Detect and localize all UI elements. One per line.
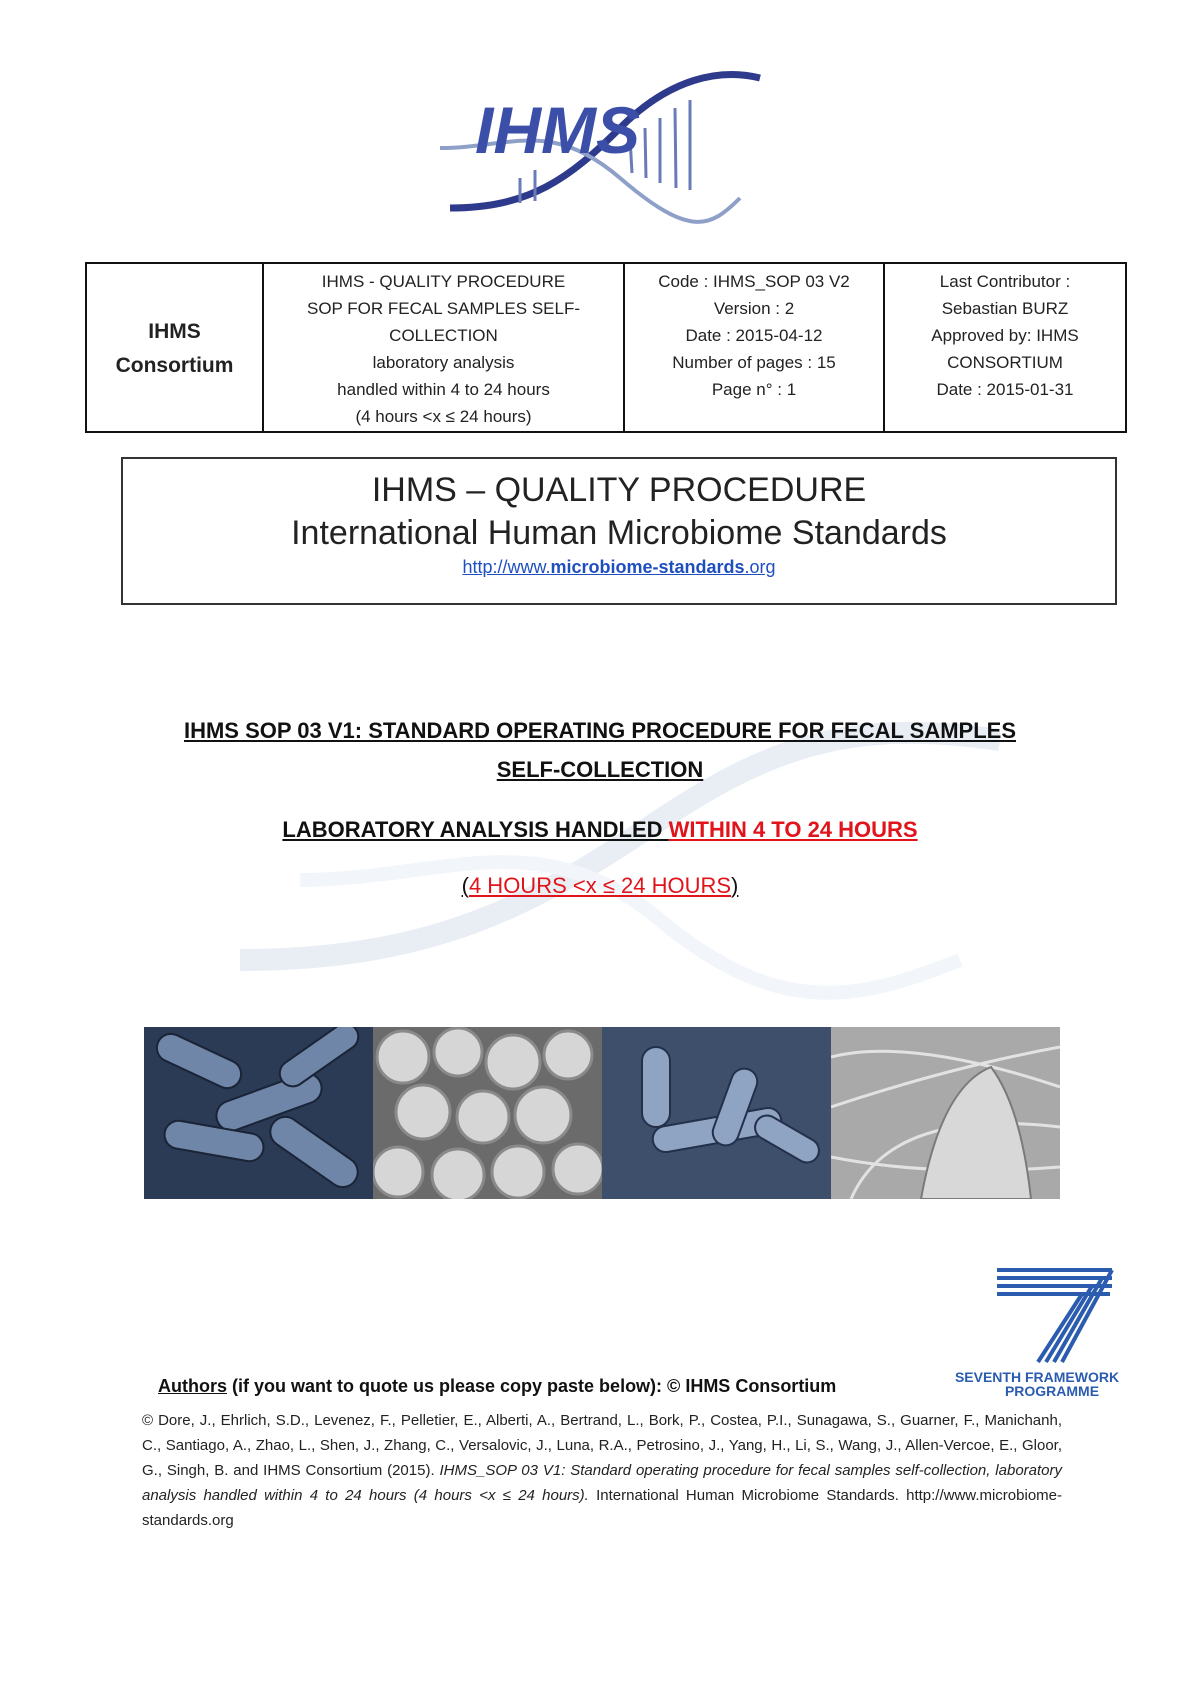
citation-source: International Human Microbiome Standards. http://www.microbiome-standards.org bbox=[142, 1487, 1062, 1529]
analysis-text: LABORATORY ANALYSIS HANDLED bbox=[282, 817, 669, 842]
procedure-line: (4 hours <x ≤ 24 hours) bbox=[355, 407, 532, 426]
hours-close: ) bbox=[731, 873, 739, 898]
sop-analysis-line bbox=[0, 817, 1200, 843]
procedure-line: IHMS - QUALITY PROCEDURE bbox=[321, 272, 566, 291]
pages-line: Number of pages : 15 bbox=[672, 353, 836, 372]
procedure-line: SOP FOR FECAL SAMPLES SELF- bbox=[306, 299, 581, 318]
fp7-line1: SEVENTH FRAMEWORK bbox=[954, 1369, 1120, 1385]
citation-paragraph bbox=[142, 1408, 1062, 1533]
microbe-image-cocci bbox=[373, 1027, 602, 1199]
contributor-line: CONSORTIUM bbox=[947, 353, 1063, 372]
sop-hours-line bbox=[0, 873, 1200, 899]
ihms-logo bbox=[420, 58, 780, 238]
contributor-line: Date : 2015-01-31 bbox=[936, 380, 1074, 399]
version-line: Version : 2 bbox=[713, 299, 795, 318]
code-cell bbox=[624, 263, 884, 432]
logo-text: IHMS bbox=[475, 93, 640, 167]
microbe-image-branching bbox=[602, 1027, 831, 1199]
url-suffix: .org bbox=[744, 557, 776, 577]
procedure-line: COLLECTION bbox=[389, 326, 498, 345]
website-link[interactable] bbox=[123, 557, 1115, 578]
org-line: IHMS bbox=[148, 320, 201, 343]
procedure-line: handled within 4 to 24 hours bbox=[337, 380, 550, 399]
fp7-logo bbox=[952, 1262, 1122, 1400]
procedure-cell bbox=[263, 263, 624, 432]
dna-helix-icon bbox=[420, 58, 780, 238]
contributor-cell bbox=[884, 263, 1126, 432]
hours-open: ( bbox=[461, 873, 469, 898]
contributor-line: Last Contributor : bbox=[939, 272, 1071, 291]
authors-label: Authors bbox=[158, 1376, 227, 1396]
citation-title: IHMS_SOP 03 V1: Standard operating procedure for fecal samples self-collection, laboratory analysis handled within 4 to 24 hours (4 hours <x ≤ 24 hours). bbox=[142, 1462, 1063, 1504]
citation-authors: © Dore, J., Ehrlich, S.D., Levenez, F., Pelletier, E., Alberti, A., Bertrand, L., Bork, P., Costea, P.I., Sunagawa, S., Guarner, F., Manichanh, C., Santiago, A., Zhao, L., Shen, J., Zhang, C., Versalovic, J., Luna, R.A., Petrosino, J., Yang, H., Li, S., Wang, J., Allen-Vercoe, E., Gloor, G., Singh, B. and IHMS Consortium (2015). bbox=[142, 1412, 1062, 1479]
url-bold: microbiome-standards bbox=[550, 557, 745, 577]
qp-subtitle: International Human Microbiome Standards bbox=[291, 514, 947, 552]
page-number-line: Page n° : 1 bbox=[711, 380, 797, 399]
qp-title: IHMS – QUALITY PROCEDURE bbox=[371, 471, 867, 509]
authors-heading bbox=[158, 1376, 836, 1397]
contributor-line: Sebastian BURZ bbox=[941, 299, 1069, 318]
procedure-line: laboratory analysis bbox=[372, 353, 515, 372]
quality-procedure-box bbox=[121, 457, 1117, 605]
microbe-image-biofilm bbox=[831, 1027, 1060, 1199]
contributor-line: Approved by: IHMS bbox=[931, 326, 1079, 345]
url-prefix: http://www. bbox=[462, 557, 551, 577]
authors-note: (if you want to quote us please copy paste below): © IHMS Consortium bbox=[227, 1376, 837, 1396]
analysis-highlight: WITHIN 4 TO 24 HOURS bbox=[668, 817, 918, 842]
organization-cell bbox=[86, 263, 263, 432]
ihms-watermark bbox=[240, 700, 1000, 1020]
sop-title-line1: IHMS SOP 03 V1: STANDARD OPERATING PROCEDURE FOR FECAL SAMPLES bbox=[183, 718, 1017, 743]
sop-title-line2: SELF-COLLECTION bbox=[496, 757, 704, 782]
microbe-image-rods bbox=[144, 1027, 373, 1199]
document-header-table bbox=[85, 262, 1127, 433]
hours-highlight: 4 HOURS <x ≤ 24 HOURS bbox=[468, 873, 732, 898]
org-line: Consortium bbox=[115, 354, 234, 377]
fp7-line2: PROGRAMME bbox=[1004, 1383, 1100, 1399]
code-line: Code : IHMS_SOP 03 V2 bbox=[658, 272, 850, 291]
date-line: Date : 2015-04-12 bbox=[685, 326, 823, 345]
microbe-image-strip bbox=[144, 1027, 1060, 1199]
